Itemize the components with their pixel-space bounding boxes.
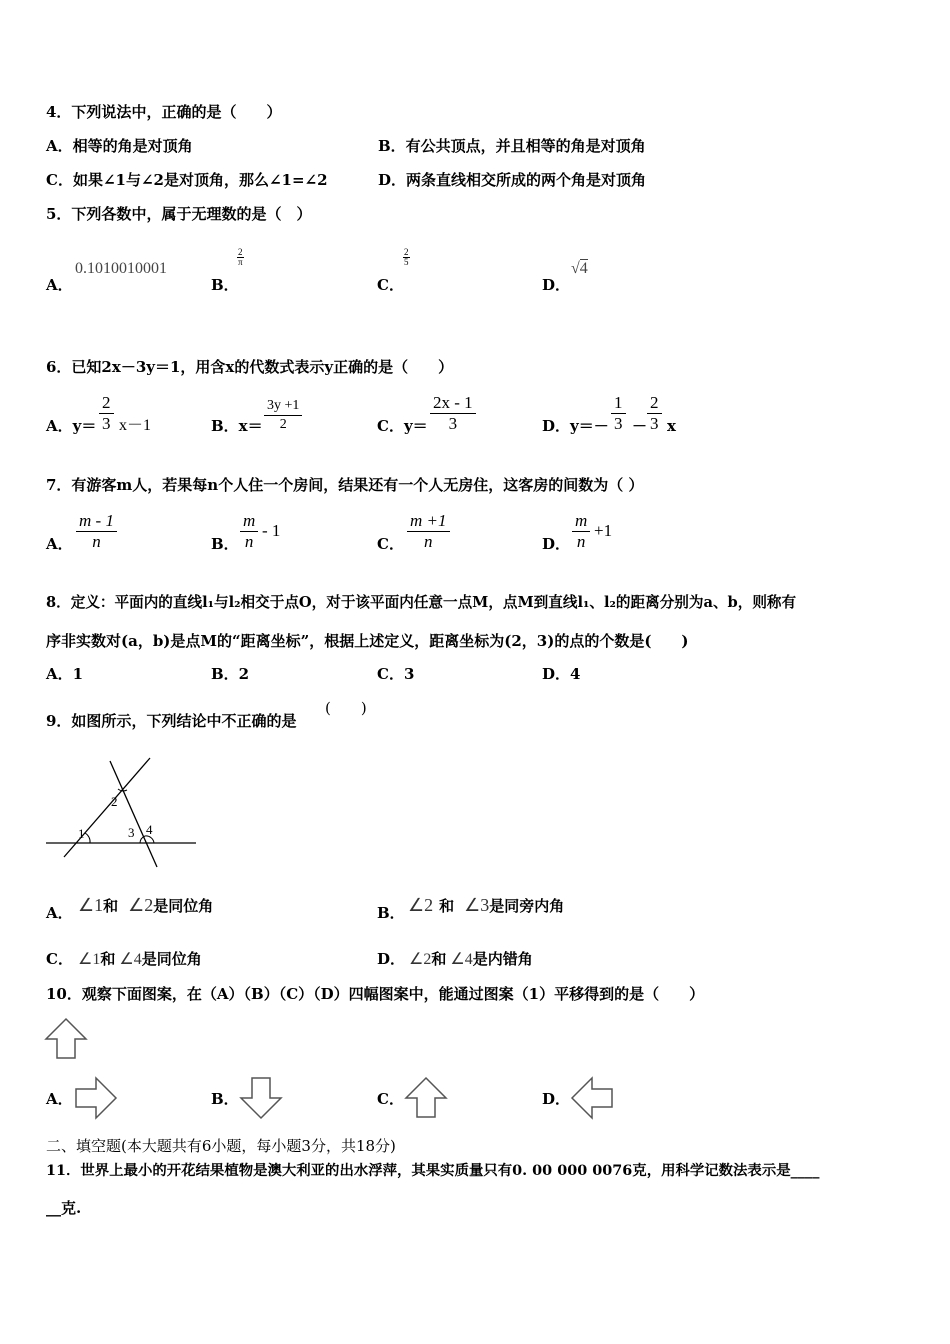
q4-stem: 4．下列说法中，正确的是（ ） [46, 103, 282, 121]
q7-option-d-fraction [572, 511, 590, 552]
q9-option-a-text [78, 895, 213, 916]
q10-stem: 10．观察下面图案，在（A）（B）（C）（D）四幅图案中，能通过图案（1）平移得到的是（ ） [46, 985, 705, 1003]
q9-option-c-label: C． [46, 950, 73, 968]
q5-option-c-label: C． [377, 276, 404, 294]
q6-d-denominator-2: 3 [650, 414, 659, 433]
q8-stem-line-1: 8．定义：平面内的直线l₁与l₂相交于点O，对于该平面内任意一点M，点M到直线l₁、l₂的距离分别为a、b，则称有 [46, 594, 797, 611]
q9-a-angle-1: ∠1 [78, 895, 104, 915]
q9-b-he: 和 [439, 897, 455, 915]
q5-c-denominator: 5 [404, 257, 409, 267]
q4-option-a: A．相等的角是对顶角 [46, 137, 193, 155]
q6-option-d-label: D．y＝－ [542, 417, 609, 435]
q9-option-d-label: D． [377, 950, 406, 968]
q10-option-d-label: D． [542, 1090, 571, 1108]
q5-b-numerator: 2 [238, 247, 243, 257]
q5-d-radicand: 4 [579, 260, 588, 277]
q9-a-angle-2: ∠2 [128, 895, 154, 915]
q7-d-denominator: n [576, 532, 586, 551]
sqrt-icon: √ [571, 260, 580, 277]
angle-label-2: 2 [111, 794, 118, 809]
q7-b-denominator: n [244, 532, 254, 551]
q6-option-a-label: A．y＝ [46, 417, 97, 435]
q5-option-a-label: A． [46, 276, 73, 294]
q7-option-b-tail: - 1 [262, 521, 281, 540]
q10-option-b-label: B． [211, 1090, 239, 1108]
q7-c-denominator: n [424, 532, 433, 551]
q5-option-a-value: 0.1010010001 [75, 260, 167, 277]
q6-d-numerator-1: 1 [614, 393, 623, 412]
q10-option-b-down-arrow-icon [238, 1075, 284, 1121]
q4-option-b: B．有公共顶点，并且相等的角是对顶角 [378, 137, 646, 155]
q5-option-d-label: D． [542, 276, 571, 294]
q6-option-c-label: C．y＝ [377, 417, 428, 435]
q9-b-tail: 是同旁内角 [489, 897, 565, 915]
q9-b-angle-2: ∠3 [464, 895, 490, 915]
q5-option-c-fraction [403, 248, 410, 267]
q9-d-he: 和 [431, 950, 447, 968]
q10-pattern-1-up-arrow-icon [43, 1016, 89, 1062]
q8-option-c: C．3 [377, 665, 415, 683]
q5-b-denominator: π [238, 257, 243, 267]
q10-option-d-left-arrow-icon [569, 1075, 615, 1121]
q5-option-d-sqrt [571, 260, 588, 278]
q10-option-c-up-arrow-icon [403, 1075, 449, 1121]
q6-option-d-fraction-1 [611, 393, 626, 434]
q10-option-a-right-arrow-icon [73, 1075, 119, 1121]
q7-d-numerator: m [575, 511, 588, 530]
angle-label-1: 1 [78, 826, 85, 841]
q7-option-c-label: C． [377, 535, 404, 553]
q7-option-b-fraction [240, 511, 258, 552]
q9-option-d-text [409, 949, 533, 970]
q6-option-d-fraction-2 [647, 393, 662, 434]
angle-1-arc [85, 833, 90, 843]
q5-option-b-label: B． [211, 276, 239, 294]
q7-option-a-label: A． [46, 535, 73, 553]
q7-option-b-label: B． [211, 535, 239, 553]
q7-option-d-label: D． [542, 535, 571, 553]
q7-b-numerator: m [243, 511, 256, 530]
q9-d-tail: 是内错角 [472, 950, 533, 968]
q8-option-b: B．2 [211, 665, 250, 683]
q6-option-b-fraction [264, 397, 302, 434]
q4-option-c: C．如果∠1与∠2是对顶角，那么∠1=∠2 [46, 171, 328, 189]
q6-option-d-tail: x [667, 417, 676, 435]
q6-option-a-fraction [99, 393, 114, 434]
q6-option-c-fraction [430, 393, 476, 434]
q7-a-denominator: n [92, 532, 101, 551]
section-2-title: 二、填空题(本大题共有6小题，每小题3分，共18分) [46, 1137, 396, 1155]
q6-option-b-label: B．x＝ [211, 417, 263, 435]
q8-option-a: A．1 [46, 665, 84, 683]
q9-option-b-text [408, 895, 564, 916]
q5-c-numerator: 2 [404, 247, 409, 257]
q7-option-c-fraction [407, 511, 450, 552]
q6-b-denominator: 2 [279, 417, 287, 432]
q9-answer-paren: ( ) [325, 699, 367, 717]
q7-option-d-tail: +1 [594, 521, 613, 540]
q9-b-angle-1: ∠2 [408, 895, 434, 915]
q6-a-numerator: 2 [102, 393, 111, 412]
q10-option-a-label: A． [46, 1090, 73, 1108]
q6-a-denominator: 3 [102, 414, 111, 433]
q9-d-angle-2: ∠4 [450, 951, 473, 968]
q9-a-tail: 是同位角 [153, 897, 214, 915]
figure-slant-line-left [64, 758, 150, 857]
angle-label-3: 3 [128, 825, 135, 840]
q6-option-a-tail: x－1 [119, 417, 152, 434]
q10-option-c-label: C． [377, 1090, 404, 1108]
q9-c-he: 和 [100, 950, 116, 968]
q9-c-angle-2: ∠4 [119, 951, 142, 968]
q9-option-b-label: B． [377, 904, 405, 922]
q6-stem: 6．已知2x－3y＝1，用含x的代数式表示y正确的是（ ） [46, 358, 454, 376]
q6-c-denominator: 3 [448, 414, 458, 433]
q11-line-1: 11．世界上最小的开花结果植物是澳大利亚的出水浮萍，其果实质量只有0. 00 000 0076克，用科学记数法表示是____ [46, 1162, 820, 1179]
q7-a-numerator: m - 1 [79, 511, 114, 530]
q7-c-numerator: m +1 [410, 511, 447, 530]
q5-stem: 5．下列各数中，属于无理数的是（ ） [46, 205, 312, 223]
q6-d-denominator-1: 3 [614, 414, 623, 433]
q4-option-d: D．两条直线相交所成的两个角是对顶角 [378, 171, 647, 189]
q9-stem: 9．如图所示，下列结论中不正确的是 [46, 712, 297, 730]
q9-c-angle-1: ∠1 [78, 951, 101, 968]
q9-option-c-text [78, 949, 202, 970]
q6-d-numerator-2: 2 [650, 393, 659, 412]
q9-d-angle-1: ∠2 [409, 951, 432, 968]
q11-line-2: __克. [46, 1199, 82, 1217]
q8-stem-line-2: 序非实数对(a，b)是点M的“距离坐标”，根据上述定义，距离坐标为(2，3)的点的个数是( ) [46, 632, 689, 650]
angle-label-4: 4 [146, 822, 153, 837]
q7-option-a-fraction [76, 511, 117, 552]
q6-c-numerator: 2x - 1 [433, 393, 473, 412]
q9-a-he: 和 [103, 897, 119, 915]
q9-figure [44, 755, 204, 870]
q6-b-numerator: 3y +1 [267, 398, 300, 413]
q7-stem: 7．有游客m人，若果每n个人住一个房间，结果还有一个人无房住，这客房的间数为（ ） [46, 476, 644, 494]
q8-option-d: D．4 [542, 665, 581, 683]
q9-c-tail: 是同位角 [141, 950, 202, 968]
q6-option-d-minus: － [632, 417, 648, 435]
q5-option-b-fraction [237, 248, 244, 267]
q9-option-a-label: A． [46, 904, 73, 922]
